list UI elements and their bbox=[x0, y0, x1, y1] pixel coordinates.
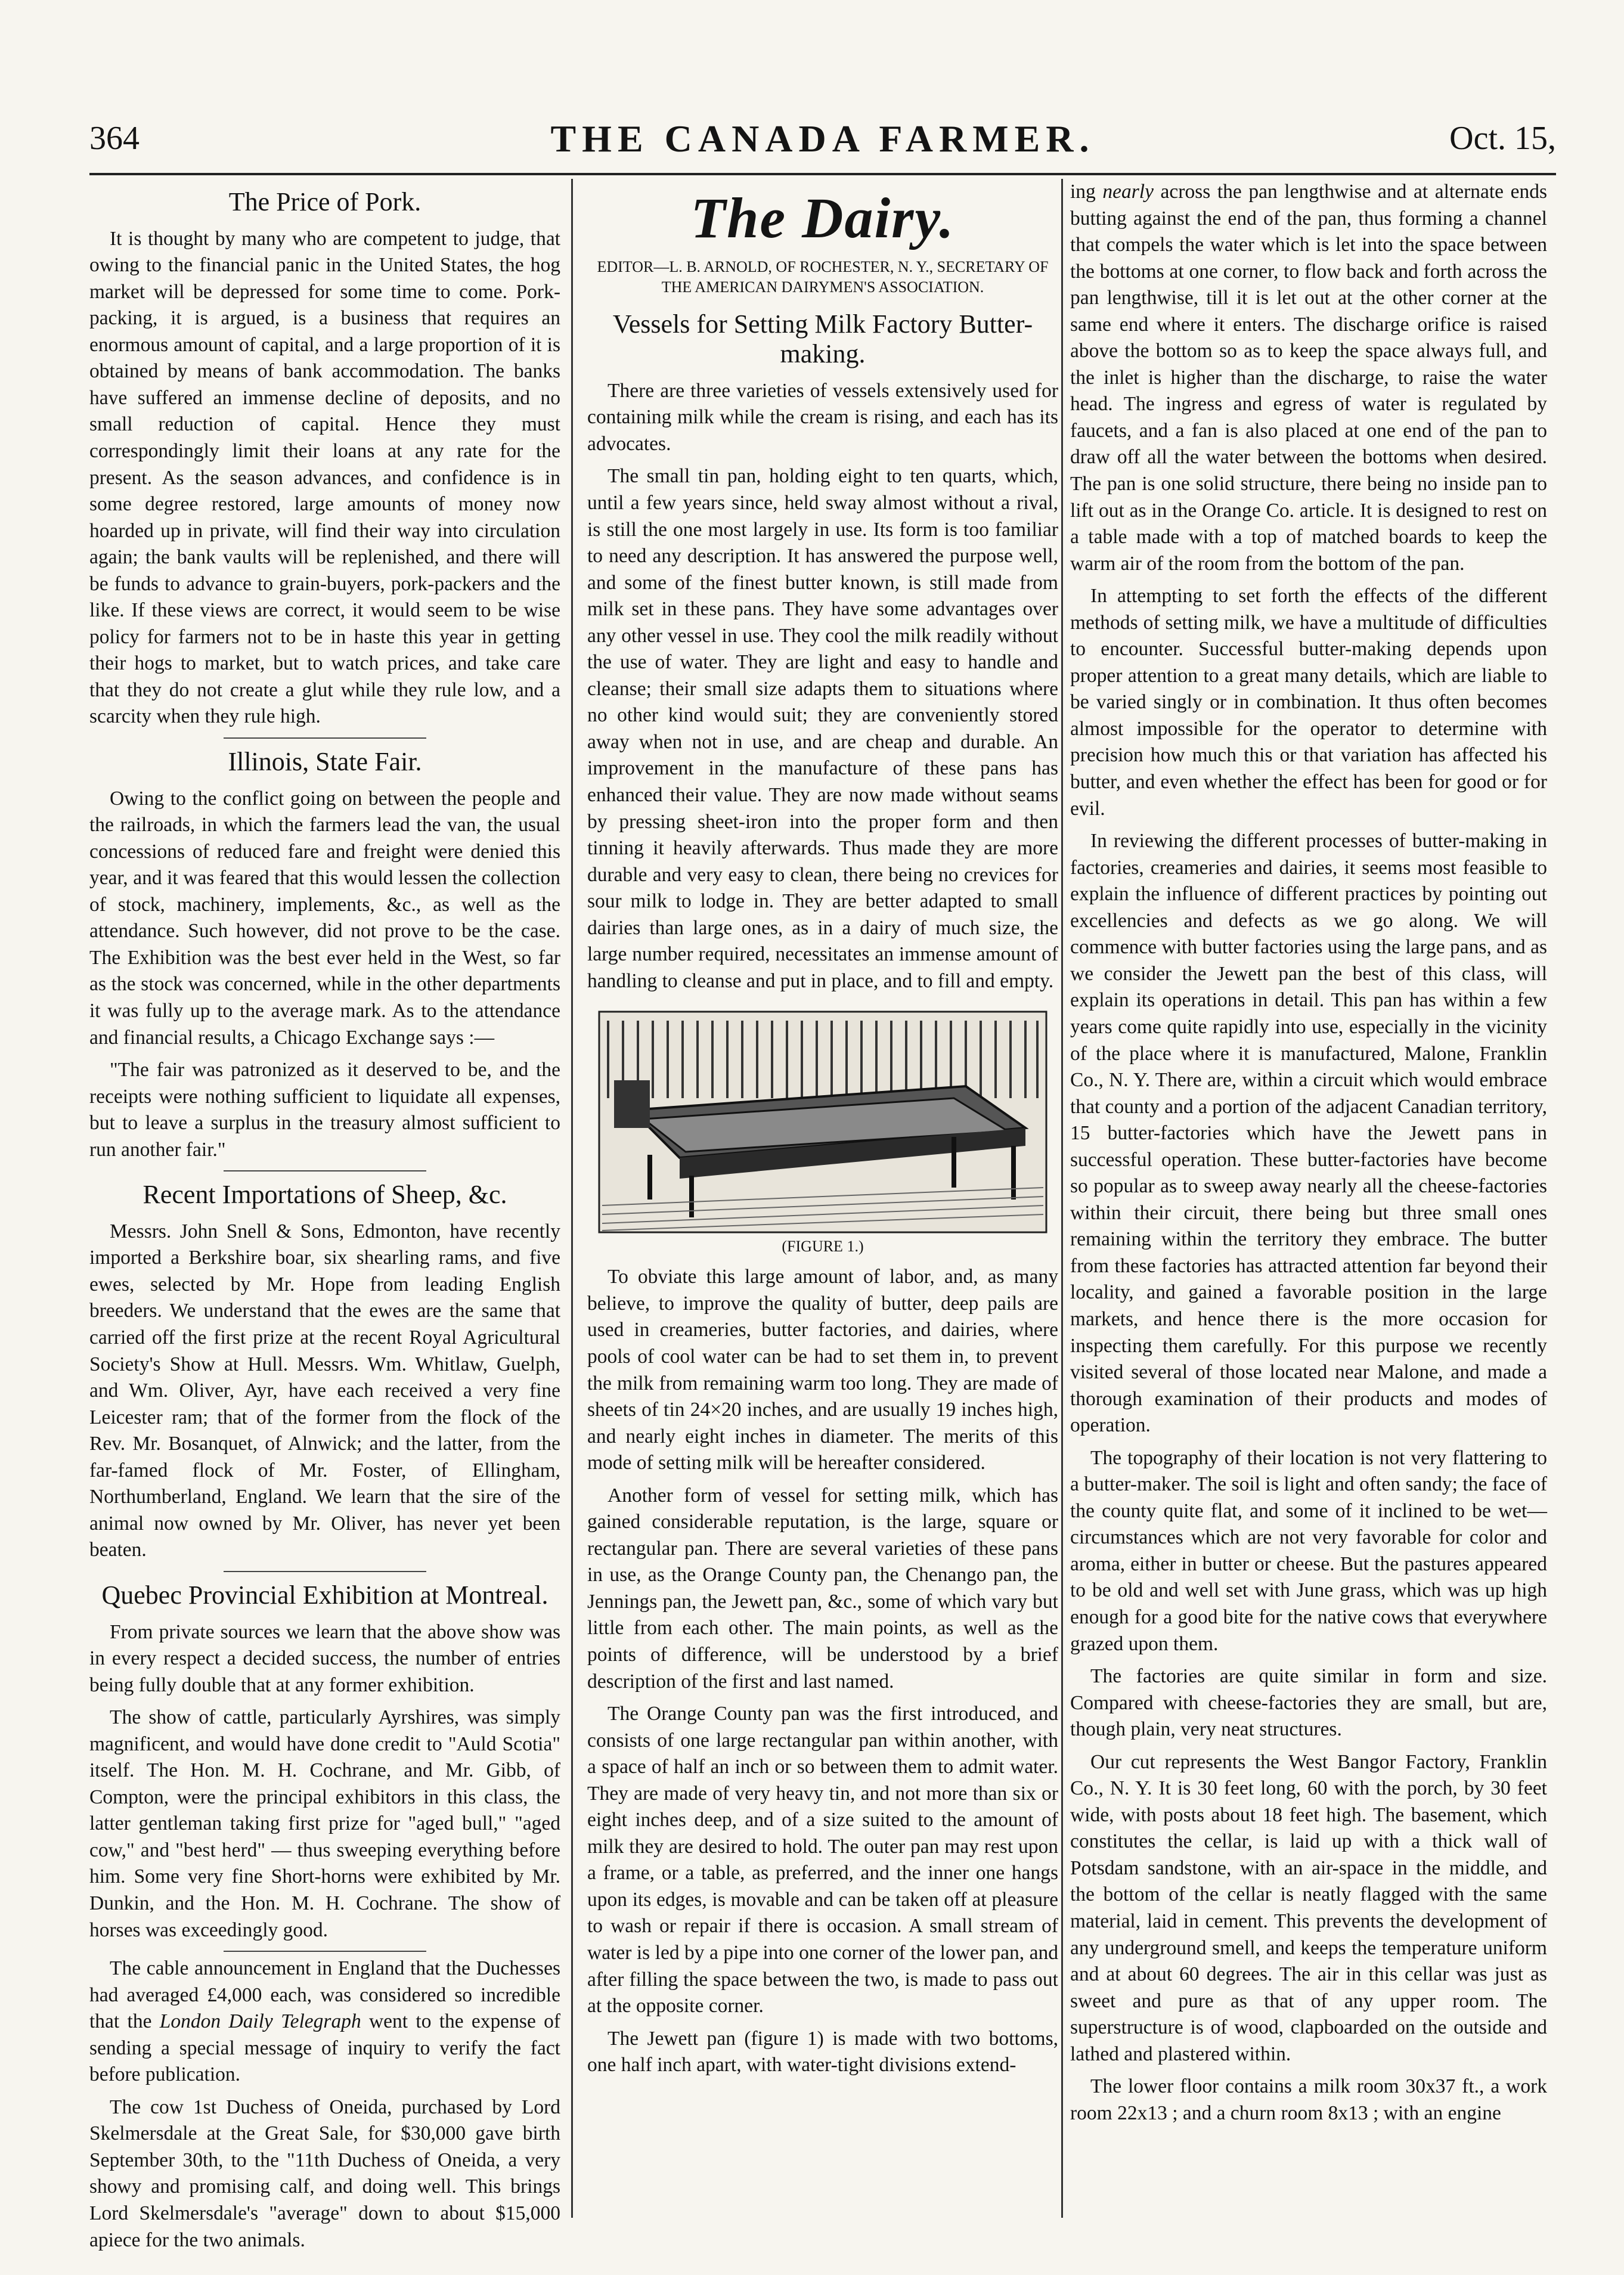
column-2 bbox=[587, 179, 1058, 2212]
article-paragraph: Another form of vessel for setting milk, which has gained considerable reputation, is the large, square or rectangular pan. There are several varieties of these pans in use, as the Orange County pan, the Chenango pan, the Jennings pan, the Jewett pan, &c., some of which vary but little from each other. The main points, as well as the points of difference, will be understood by a brief description of the first and last named. bbox=[587, 1484, 1058, 1693]
column-3 bbox=[1070, 179, 1547, 2212]
issue-date: Oct. 15, bbox=[1449, 120, 1556, 157]
article-title-importations-sheep: Recent Importations of Sheep, &c. bbox=[142, 1180, 507, 1210]
article-paragraph: The Orange County pan was the first introduced, and consists of one large rectangular pan within another, with a space of half an inch or so between them to admit water. They are made of very heavy tin, and not more than six or eight inches deep, and of a size suited to the amount of milk they are desired to hold. The outer pan may rest upon a frame, or a table, as preferred, and the inner one hangs upon its edges, is movable and can be taken off at pleasure to wash or repair if there is occasion. A small stream of water is led by a pipe into one corner of the lower pan, and after filling the space between the two, is made to pass out at the opposite corner. bbox=[587, 1703, 1058, 2017]
department-title: The Dairy. bbox=[690, 186, 955, 250]
article-title-vessels: Vessels for Setting Milk Factory Butter-making. bbox=[612, 309, 1033, 369]
figure-jewett-pan bbox=[587, 1009, 1058, 1256]
newspaper-title: THE CANADA FARMER. bbox=[550, 117, 1095, 160]
separator bbox=[89, 1170, 560, 1171]
article-paragraph: The factories are quite similar in form and size. Compared with cheese-factories they are small, but are, though plain, very neat structures. bbox=[1070, 1665, 1547, 1741]
column-rule-1 bbox=[571, 179, 573, 2218]
article-paragraph: The topography of their location is not very flattering to a butter-maker. The soil is light and often sandy; the face of the county quite flat, and some of it inclined to be wet—circumstances which are not very favorable for color and aroma, either in butter or cheese. But the pastures appeared to be old and well set with June grass, which was up high enough for a good bite for the native cows that everywhere grazed upon them. bbox=[1070, 1446, 1547, 1655]
article-paragraph: The cable announcement in England that the Duchesses had averaged £4,000 each, was considered so incredible that the London Daily Telegraph went to the expense of sending a special message of inquiry to verify the fact before publication. bbox=[89, 1957, 560, 2086]
article-title-price-of-pork: The Price of Pork. bbox=[228, 187, 422, 216]
article-paragraph: It is thought by many who are competent to judge, that owing to the financial panic in the United States, the hog market will be depressed for some time to come. Pork-packing, it is argued, is a business that requires an enormous amount of capital, and a large proportion of it is obtained by means of bank accommodation. The banks have suffered an immense decline of deposits, and no small reduction of capital. Hence they must correspondingly limit their loans at any rate for the present. As the season advances, and confidence is in some degree restored, large amounts of money now hoarded up in private, will find their way into circulation again; the bank vaults will be replenished, and there will be funds to advance to grain-buyers, pork-packers and the like. If these views are correct, it would seem to be wise policy for farmers not to be in haste this year in getting their hogs to market, but to watch prices, and take care that they do not create a glut while they rule low, and a scarcity when they rule high. bbox=[89, 227, 560, 728]
article-paragraph: "The fair was patronized as it deserved to be, and the receipts were nothing sufficient to liquidate all expenses, but to leave a surplus in the treasury almost sufficient to run another fair." bbox=[89, 1059, 560, 1161]
article-paragraph: Our cut represents the West Bangor Factory, Franklin Co., N. Y. It is 30 feet long, 60 with the porch, by 30 feet wide, with posts about 18 feet high. The basement, which constitutes the cellar, is laid up with a thick wall of Potsdam sandstone, with an air-space in the middle, and the bottom of the cellar is neatly flagged with the same material, laid in cement. This prevents the development of any underground smell, and keeps the temperature uniform and at about 60 degrees. The air in this cellar was just as sweet and pure as that of any upper room. The superstructure is of wood, clapboarded on the outside and lathed and plastered within. bbox=[1070, 1750, 1547, 2065]
article-paragraph: In attempting to set forth the effects of the different methods of setting milk, we have a multitude of difficulties to encounter. Successful butter-making depends upon proper attention to a great many details, which are liable to be varied singly or in combination. It thus often becomes almost impossible for the operator to determine with precision how much this or that variation has affected his butter, and even whether the effect has been for good or for evil. bbox=[1070, 585, 1547, 820]
article-paragraph: The Jewett pan (figure 1) is made with two bottoms, one half inch apart, with water-tight divisions extend- bbox=[587, 2027, 1058, 2076]
separator bbox=[89, 737, 560, 739]
article-paragraph: The show of cattle, particularly Ayrshires, was simply magnificent, and would have done credit to "Auld Scotia" itself. The Hon. M. H. Cochrane, and Mr. Gibb, of Compton, were the principal exhibitors in this class, the latter gentleman taking first prize for "aged bull," "aged cow," and "best herd" — thus sweeping everything before him. Some very fine Short-horns were exhibited by Mr. Dunkin, and the Hon. M. H. Cochrane. The show of horses was exceedingly good. bbox=[89, 1706, 560, 1941]
article-paragraph: There are three varieties of vessels extensively used for containing milk while the cream is rising, and each has its advocates. bbox=[587, 379, 1058, 455]
jewett-pan-engraving bbox=[596, 1009, 1049, 1235]
article-title-quebec-exhibition: Quebec Provincial Exhibition at Montreal. bbox=[101, 1580, 548, 1610]
article-paragraph: Owing to the conflict going on between the people and the railroads, in which the farmers lead the van, the usual concessions of reduced fare and freight were denied this year, and it was feared that this would lessen the collection of stock, machinery, implements, &c., as well as the attendance. Such however, did not prove to be the case. The Exhibition was the best ever held in the West, so far as the stock was concerned, while in the other departments it was fully up to the average mark. As to the attendance and financial results, a Chicago Exchange says :— bbox=[89, 787, 560, 1049]
article-paragraph: ing nearly across the pan lengthwise and at alternate ends butting against the end of the pan, thus forming a channel that compels the water which is let into the space between the bottoms at one corner, to flow back and forth across the pan lengthwise, till it is let out at the other corner at the same end where it enters. The discharge orifice is raised above the bottom so as to keep the space always full, and the inlet is higher than the discharge, to raise the water head. The ingress and egress of water is regulated by faucets, and a fan is also placed at one end of the pan to draw off all the water between the bottoms when desired. The pan is one solid structure, there being no inside pan to lift out as in the Orange Co. article. It is designed to rest on a table made with a top of matched boards to keep the warm air of the room from the bottom of the pan. bbox=[1070, 181, 1548, 575]
separator bbox=[89, 1571, 560, 1572]
article-paragraph: The small tin pan, holding eight to ten quarts, which, until a few years since, held sway almost without a rival, is still the one most largely in use. Its form is too familiar to need any description. It has answered the purpose well, and some of the finest butter known, is still made from milk set in these pans. They have some advantages over any other vessel in use. They cool the milk readily without the use of water. They are light and easy to handle and cleanse; their small size adapts them to situations where no other kind would suit; they are conveniently stored away when not in use, and are cheap and durable. An improvement in the manufacture of these pans has enhanced their value. They are now made without seams by pressing sheet-iron into the proper form and then tinning it heavily afterwards. Thus made they are more durable and very easy to clean, there being no crevices for sour milk to lodge in. They are better adapted to small dairies than large ones, as in a dairy of much size, the large number required, necessitates an immense amount of handling to cleanse and put in place, and to fill and empty. bbox=[587, 465, 1058, 992]
article-paragraph: From private sources we learn that the above show was in every respect a decided success, the number of entries being fully double that at any former exhibition. bbox=[89, 1620, 560, 1696]
article-paragraph: In reviewing the different processes of butter-making in factories, creameries and dairies, it seems most feasible to explain the influence of different practices by pointing out excellencies and defects as we go along. We will commence with butter factories using the large pans, and as we consider the Jewett pan the best of this class, will explain its operations in detail. This pan has within a few years come quite rapidly into use, especially in the vicinity of the place where it is manufactured, Malone, Franklin Co., N. Y. There are, within a circuit which would embrace that county and a portion of the adjacent Canadian territory, 15 butter-factories which have the Jewett pans in successful operation. These butter-factories have become so popular as to sweep away nearly all the cheese-factories within their circuit, there being but three small ones remaining within the territory they embrace. The butter from these factories has attracted attention far beyond their locality, and gained a favorable position in the large markets, and hence there is the more occasion for inspecting them carefully. For this purpose we recently visited several of those located near Malone, and made a thorough examination of their products and modes of operation. bbox=[1070, 830, 1547, 1437]
article-paragraph: To obviate this large amount of labor, and, as many believe, to improve the quality of butter, deep pails are used in creameries, butter factories, and dairies, where pools of cool water can be had to set them in, to prevent the milk from remaining warm too long. They are made of sheets of tin 24×20 inches, and are usually 19 inches high, and nearly eight inches in diameter. The merits of this mode of setting milk will be hereafter considered. bbox=[587, 1266, 1058, 1474]
article-paragraph: Messrs. John Snell & Sons, Edmonton, have recently imported a Berkshire boar, six shearling rams, and five ewes, selected by Mr. Hope from leading English breeders. We understand that the ewes are the same that carried off the first prize at the recent Royal Agricultural Society's Show at Hull. Messrs. Wm. Whitlaw, Guelph, and Wm. Oliver, Ayr, have each received a very fine Leicester ram; that of the former from the flock of the Rev. Mr. Bosanquet, of Alnwick; and the latter, from the far-famed flock of Mr. Foster, of Ellingham, Northumberland, England. We learn that the sire of the animal now owned by Mr. Oliver, has never yet been beaten. bbox=[89, 1220, 560, 1561]
article-title-illinois-fair: Illinois, State Fair. bbox=[228, 746, 422, 776]
page-number: 364 bbox=[89, 120, 140, 157]
header-rule bbox=[89, 173, 1556, 175]
figure-caption: (FIGURE 1.) bbox=[782, 1238, 864, 1256]
masthead bbox=[89, 113, 1556, 167]
article-paragraph: The cow 1st Duchess of Oneida, purchased by Lord Skelmersdale at the Great Sale, for $30,000 gave birth September 30th, to the "11th Duchess of Oneida, a very showy and promising calf, and doing well. This brings Lord Skelmersdale's "average" down to about $15,000 apiece for the two animals. bbox=[89, 2096, 560, 2251]
editor-line: EDITOR—L. B. ARNOLD, OF ROCHESTER, N. Y., SECRETARY OF THE AMERICAN DAIRYMEN'S ASSOCIATION. bbox=[597, 258, 1049, 296]
column-1 bbox=[89, 179, 560, 2251]
separator bbox=[89, 1951, 560, 1952]
column-rule-2 bbox=[1061, 179, 1063, 2218]
article-paragraph: The lower floor contains a milk room 30x37 ft., a work room 22x13 ; and a churn room 8x13 ; with an engine bbox=[1070, 2075, 1547, 2124]
